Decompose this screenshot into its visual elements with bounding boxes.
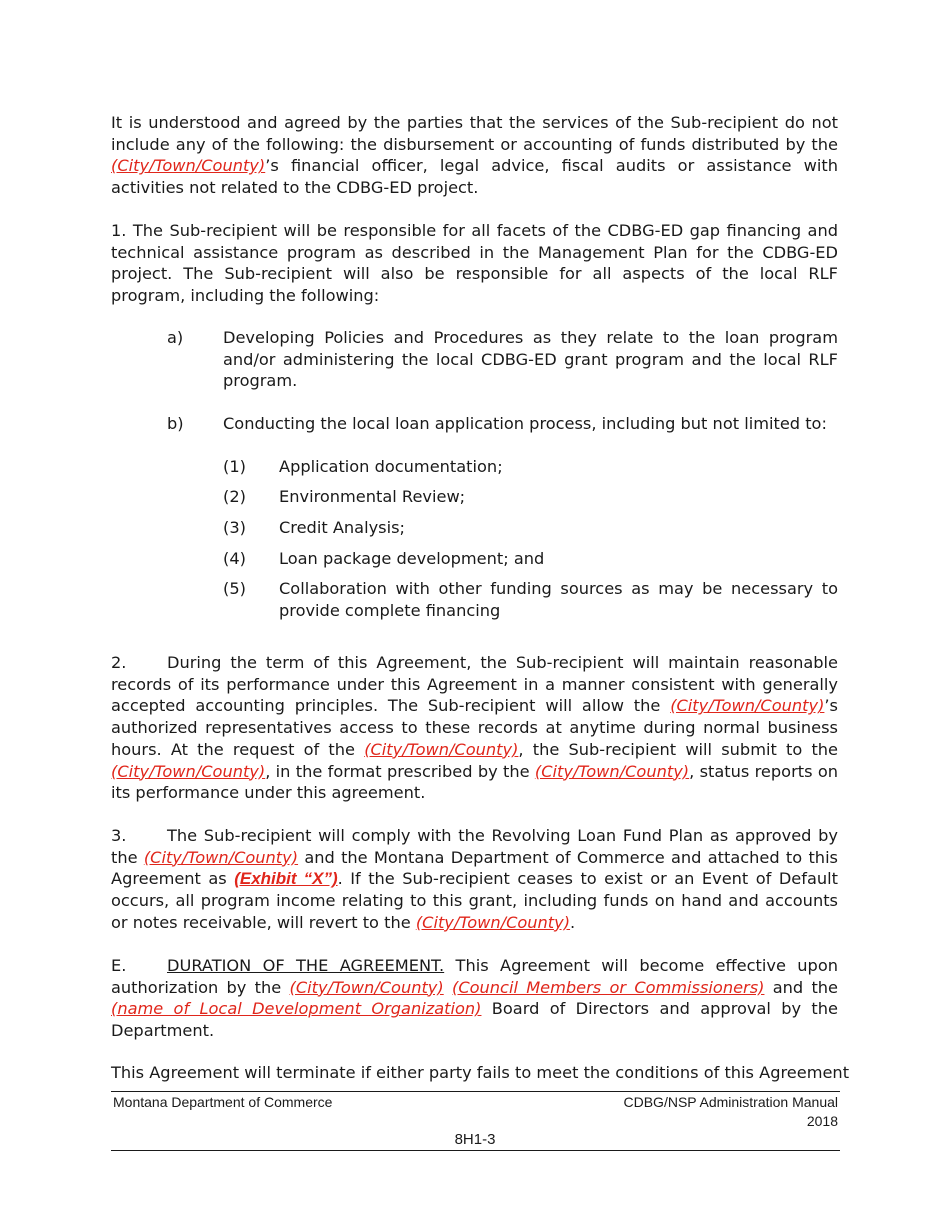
placeholder-local-development-org: (name of Local Development Organization) [111,999,482,1019]
section-e-heading: DURATION OF THE AGREEMENT. [167,956,445,975]
footer-rule-bottom [111,1150,840,1151]
subitem-label: (5) [223,579,246,598]
item-2-paragraph: 2. During the term of this Agreement, the Sub-recipient will maintain reasonable records of its performance under this Agreement in a manner consistent with generally accepted accounting principles. The Sub-recipient will allow the (City/Town/County)’s authorized representatives access to these records at anytime during normal business hours. At the request of the (City/Town/County), the Sub-recipient will submit to the (City/Town/County), in the format prescribed by the (City/Town/County), status reports on its performance under this agreement. [111,653,839,803]
item-1a-text: Developing Policies and Procedures as they relate to the loan program and/or administering the local CDBG-ED grant program and the local RLF program. [223,328,838,391]
section-e-label: E. [111,956,127,975]
footer-left: Montana Department of Commerce [113,1094,333,1110]
item-1-paragraph: 1. The Sub-recipient will be responsible for all facets of the CDBG-ED gap financing and technical assistance program as described in the Management Plan for the CDBG-ED project. The Sub-recipient will also be responsible for all aspects of the local RLF program, including the following: [111,221,838,306]
placeholder-city-town-county: (City/Town/County) [670,696,825,716]
footer-right-year: 2018 [806,1113,838,1129]
subitem-text: Collaboration with other funding sources as may be necessary to provide complete financing [279,579,838,620]
footer-right-title: CDBG/NSP Administration Manual [623,1094,838,1110]
subitem-label: (2) [223,487,246,506]
placeholder-city-town-county: (City/Town/County) [534,761,690,781]
section-e-paragraph: E. DURATION OF THE AGREEMENT. This Agreement will become effective upon authorization by the (City/Town/County) (Council Members or Commissioners) and the (name of Local Development Organization) Board of Directors and approval by the Department. [111,956,839,1041]
placeholder-city-town-county: (City/Town/County) [111,156,266,176]
subitem-text: Credit Analysis; [279,518,405,537]
subitem-text: Application documentation; [279,457,503,476]
subitem-label: (3) [223,518,246,537]
footer-rule-top [111,1091,840,1092]
subitem-text: Environmental Review; [279,487,466,506]
placeholder-council-members: (Council Members or Commissioners) [452,977,765,997]
placeholder-city-town-county: (City/Town/County) [364,739,519,759]
intro-paragraph: It is understood and agreed by the parties that the services of the Sub-recipient do not include any of the following: the disbursement or accounting of funds distributed by the (City/Town/County)’s financial officer, legal advice, fiscal audits or assistance with activities not related to the CDBG-ED project. [111,113,838,198]
item-1a-label: a) [167,328,184,347]
item-3-paragraph: 3. The Sub-recipient will comply with the Revolving Loan Fund Plan as approved by the (City/Town/County) and the Montana Department of Commerce and attached to this Agreement as (Exhibit “X”). If the Sub-recipient ceases to exist or an Event of Default occurs, all program income relating to this grant, including funds on hand and accounts or notes receivable, will revert to the (City/Town/County). [111,826,838,932]
page-number: 8H1-3 [454,1131,496,1148]
exhibit-placeholder: (Exhibit “X”) [234,869,338,889]
item-3-label: 3. [111,826,127,845]
last-line: This Agreement will terminate if either party fails to meet the conditions of this Agreement [111,1063,850,1082]
placeholder-city-town-county: (City/Town/County) [415,912,571,932]
placeholder-city-town-county: (City/Town/County) [111,761,266,781]
subitem-label: (1) [223,457,246,476]
subitem-label: (4) [223,549,246,568]
placeholder-city-town-county: (City/Town/County) [289,977,444,997]
item-1b-text: Conducting the local loan application process, including but not limited to: [223,414,827,433]
placeholder-city-town-county: (City/Town/County) [143,847,299,867]
item-2-label: 2. [111,653,127,672]
item-1b-label: b) [167,414,184,433]
subitem-text: Loan package development; and [279,549,545,568]
